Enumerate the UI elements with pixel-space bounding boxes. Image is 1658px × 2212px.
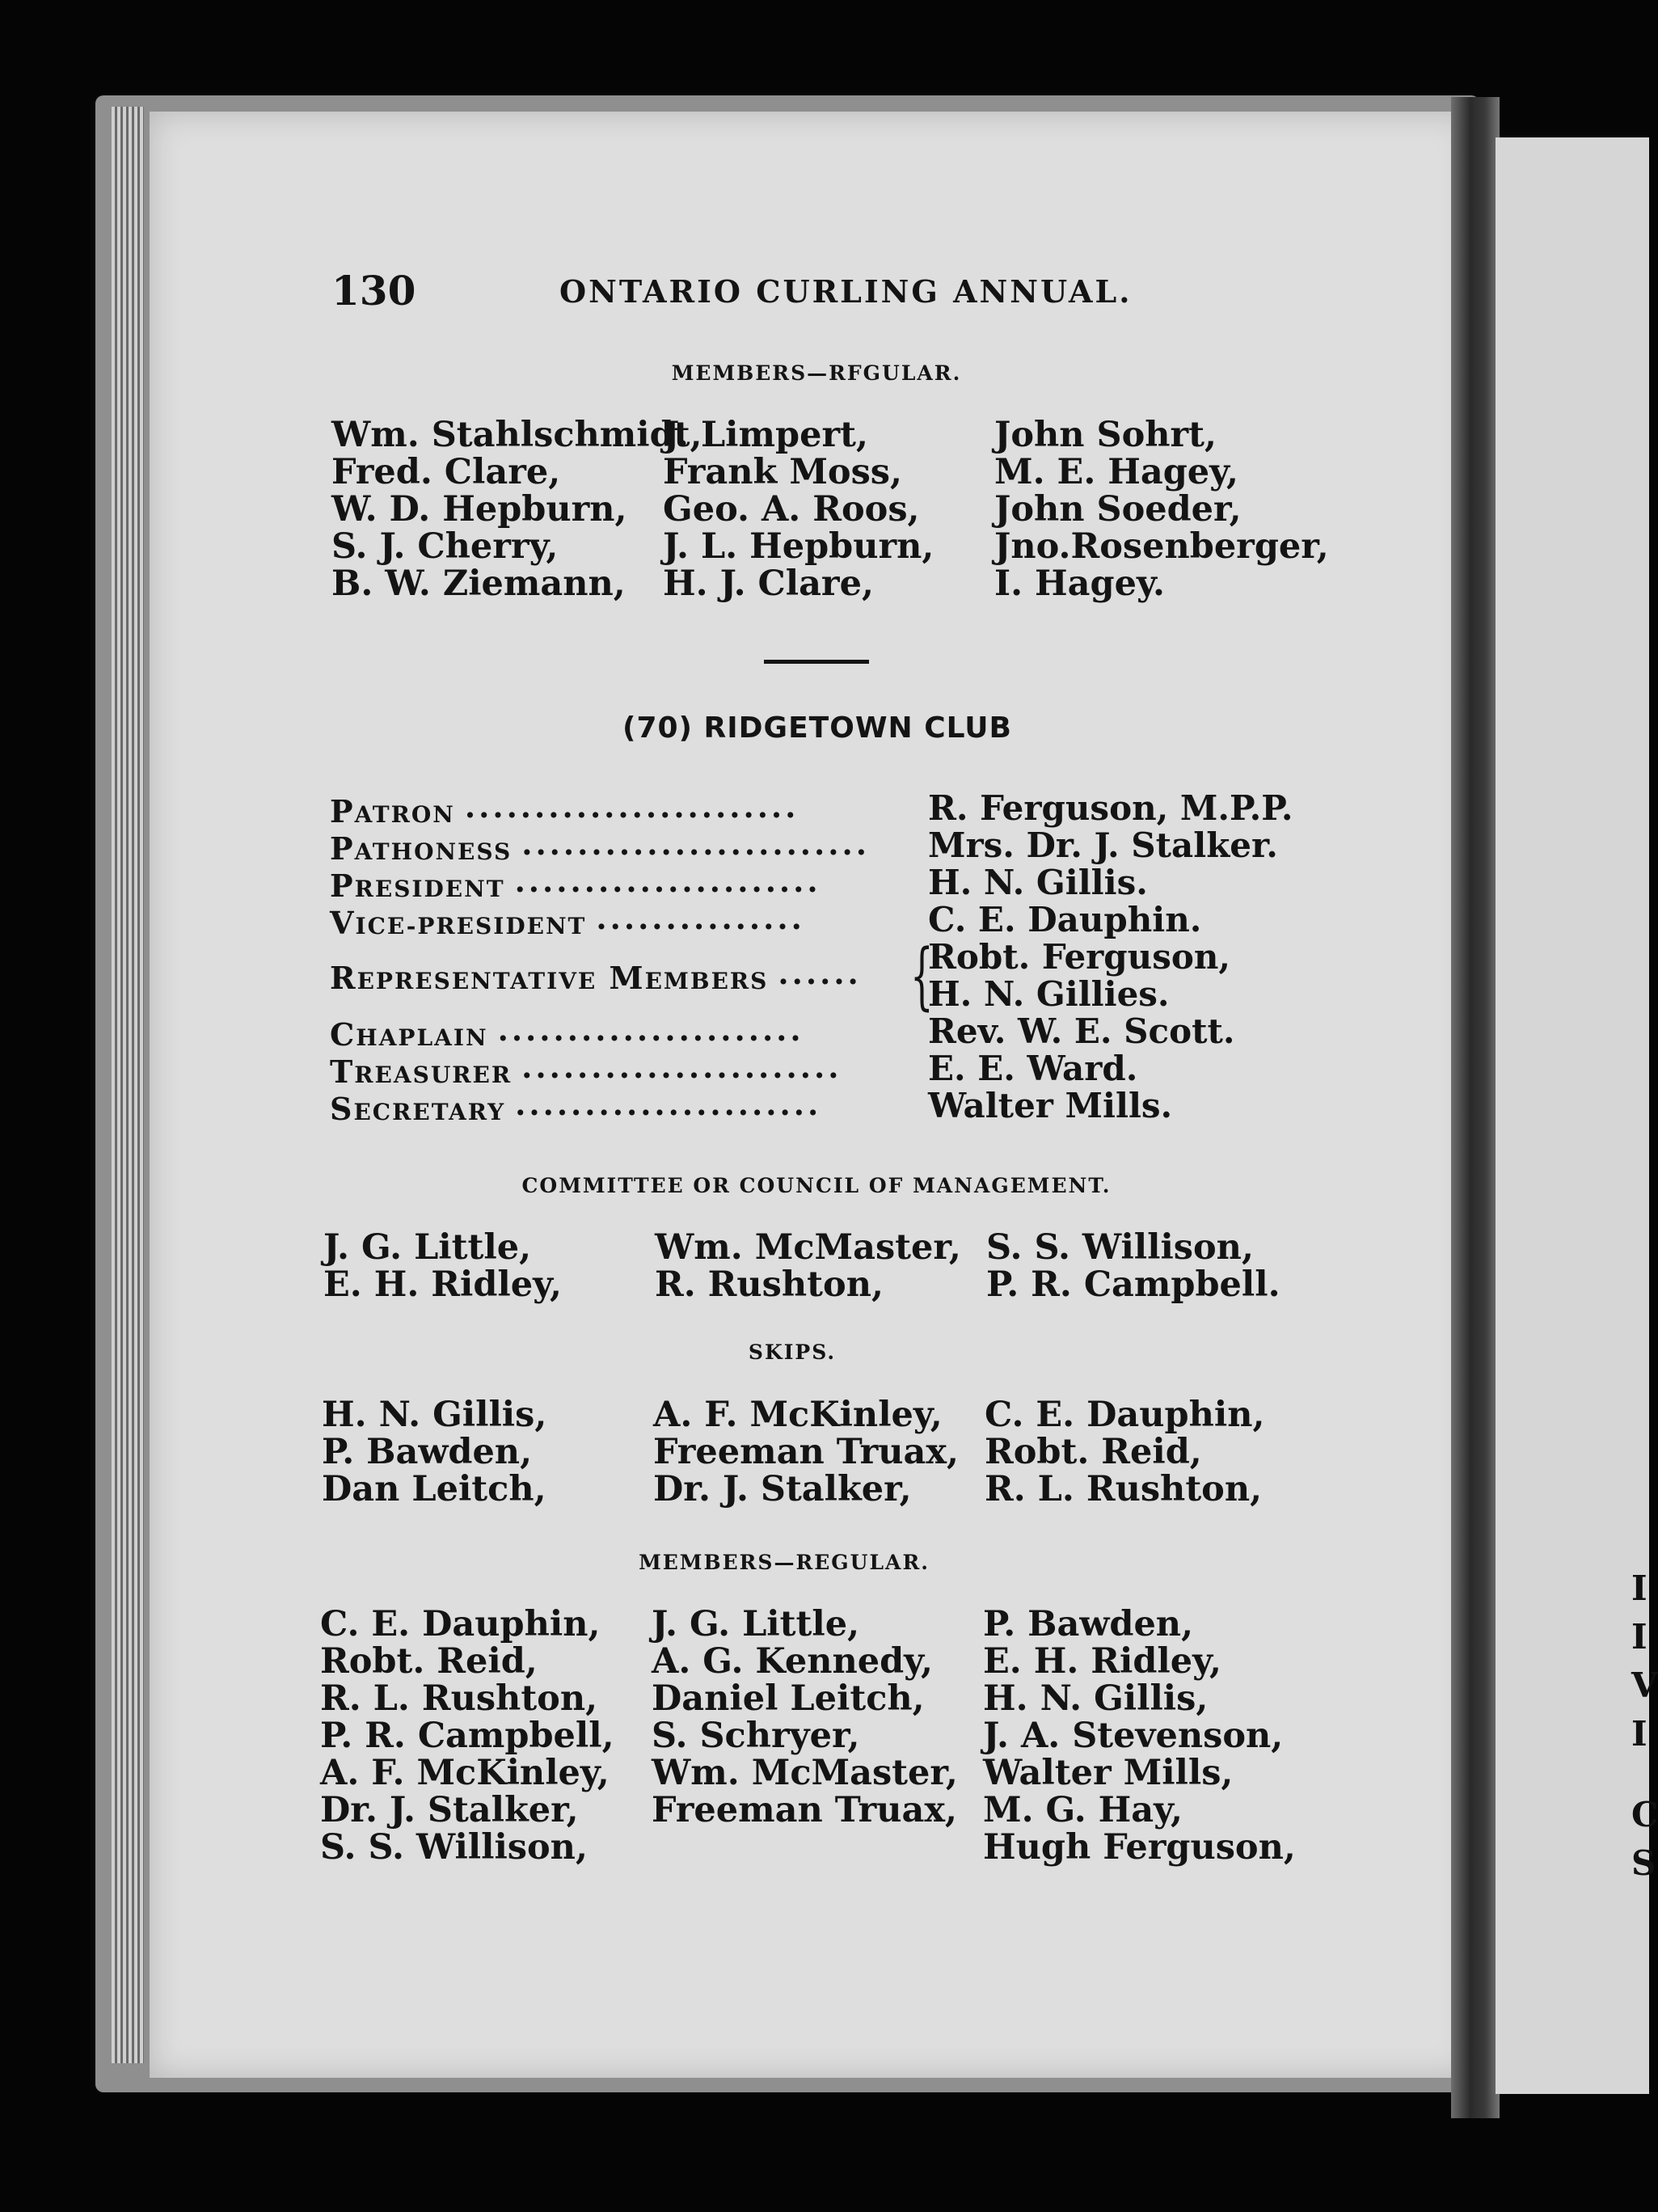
club-title: (70) RIDGETOWN CLUB <box>622 711 1012 745</box>
officer-title: PRESIDENT <box>330 867 505 904</box>
member-name: M. E. Hagey, <box>994 452 1239 492</box>
member-name: Robt. Reid, <box>320 1641 538 1682</box>
member-name: C. E. Dauphin, <box>320 1604 601 1644</box>
member-name: A. G. Kennedy, <box>652 1641 934 1682</box>
member-name: Dr. J. Stalker, <box>653 1469 912 1509</box>
name-column <box>652 1606 983 1866</box>
member-name: Frank Moss, <box>663 452 902 492</box>
member-name: P. Bawden, <box>983 1604 1194 1644</box>
member-name: Dan Leitch, <box>322 1469 546 1509</box>
member-name: P. R. Campbell. <box>986 1264 1280 1305</box>
officer-row <box>330 1049 1316 1090</box>
member-name: P. Bawden, <box>322 1432 533 1472</box>
leader-dots: ...................... <box>497 1011 804 1048</box>
officer-title: CHAPLAIN <box>330 1016 488 1053</box>
officer-row <box>330 825 1316 867</box>
leader-dots: ......................... <box>521 825 870 862</box>
members-heading-2: MEMBERS—REGULAR. <box>639 1551 930 1574</box>
member-name: Freeman Truax, <box>653 1432 959 1472</box>
officers-list <box>330 788 1316 1127</box>
leader-dots: ...................... <box>515 1086 822 1122</box>
member-name: J. L. Hepburn, <box>663 526 934 567</box>
member-name: E. H. Ridley, <box>983 1641 1221 1682</box>
member-name: P. R. Campbell, <box>320 1716 614 1756</box>
officer-name: H. N. Gillis. <box>928 863 1148 902</box>
leader-dots: ........................ <box>464 788 799 825</box>
officer-row <box>330 863 1316 904</box>
name-column <box>983 1606 1306 1866</box>
officer-name: Robt. Ferguson, <box>928 937 1231 977</box>
page-header <box>331 267 1140 315</box>
member-name: R. L. Rushton, <box>320 1678 598 1719</box>
member-name: C. E. Dauphin, <box>985 1395 1265 1435</box>
leader-dots: ....................... <box>521 1049 842 1085</box>
member-name: S. Schryer, <box>652 1716 860 1756</box>
section-divider <box>764 660 869 664</box>
member-name: S. S. Willison, <box>986 1227 1254 1268</box>
leader-dots: ............... <box>596 900 805 936</box>
officer-title: PATHONESS <box>330 830 513 867</box>
officer-title: PATRON <box>330 793 455 830</box>
leader-dots: ...... <box>778 955 862 991</box>
member-name: John Sohrt, <box>994 415 1217 455</box>
officer-row <box>330 900 1316 941</box>
brace-symbol: { <box>910 934 934 1019</box>
member-name: M. G. Hay, <box>983 1790 1183 1830</box>
officer-row <box>330 788 1316 830</box>
name-column <box>653 1396 985 1508</box>
name-column <box>320 1606 652 1866</box>
officer-title: SECRETARY <box>330 1091 506 1127</box>
member-name: H. J. Clare, <box>663 564 874 604</box>
member-name: J. G. Little, <box>323 1227 532 1268</box>
member-name: Hugh Ferguson, <box>983 1827 1296 1868</box>
committee-list <box>323 1229 1310 1303</box>
officer-name: E. E. Ward. <box>928 1049 1138 1088</box>
member-name: H. N. Gillis, <box>322 1395 547 1435</box>
member-name: Jno.Rosenberger, <box>994 526 1329 567</box>
member-name: A. F. McKinley, <box>653 1395 943 1435</box>
skips-heading: SKIPS. <box>748 1340 837 1364</box>
running-title: ONTARIO CURLING ANNUAL. <box>559 273 1133 310</box>
member-name: S. J. Cherry, <box>331 526 559 567</box>
page-number: 130 <box>331 267 416 314</box>
member-name: Daniel Leitch, <box>652 1678 925 1719</box>
facing-letter: S <box>1631 1843 1656 1883</box>
leader-dots: ...................... <box>514 863 821 899</box>
member-name: J. A. Stevenson, <box>983 1716 1284 1756</box>
member-name: Robt. Reid, <box>985 1432 1202 1472</box>
skips-list <box>322 1396 1308 1508</box>
member-name: W. D. Hepburn, <box>331 489 627 530</box>
member-name: J. Limpert, <box>663 415 868 455</box>
name-column <box>994 415 1329 604</box>
facing-letter: I <box>1631 1617 1647 1657</box>
member-name: Geo. A. Roos, <box>663 489 920 530</box>
facing-letter: C <box>1631 1795 1658 1834</box>
officer-title: VICE-PRESIDENT <box>330 905 587 941</box>
member-name: Walter Mills, <box>983 1753 1234 1793</box>
officer-name: H. N. Gillies. <box>928 974 1170 1014</box>
officer-row <box>330 1011 1316 1053</box>
name-column <box>663 416 994 602</box>
officer-row <box>330 1086 1316 1127</box>
officer-title: TREASURER <box>330 1053 513 1090</box>
officer-name: Rev. W. E. Scott. <box>928 1011 1235 1051</box>
member-name: I. Hagey. <box>994 564 1165 604</box>
officer-name: C. E. Dauphin. <box>928 900 1202 939</box>
members-list-1 <box>331 415 1329 604</box>
member-name: E. H. Ridley, <box>323 1264 562 1305</box>
name-column <box>331 415 702 604</box>
officer-name: R. Ferguson, M.P.P. <box>928 788 1293 828</box>
member-name: Wm. McMaster, <box>652 1753 958 1793</box>
name-column <box>322 1396 653 1508</box>
member-name: B. W. Ziemann, <box>331 564 626 604</box>
members-list-2 <box>320 1606 1306 1866</box>
name-column <box>986 1229 1310 1303</box>
facing-letter: I <box>1631 1714 1647 1754</box>
facing-letter: V <box>1631 1665 1658 1705</box>
name-column <box>985 1396 1308 1508</box>
member-name: R. Rushton, <box>655 1264 884 1305</box>
member-name: J. G. Little, <box>652 1604 860 1644</box>
committee-heading: COMMITTEE OR COUNCIL OF MANAGEMENT. <box>521 1174 1112 1197</box>
member-name: A. F. McKinley, <box>320 1753 610 1793</box>
member-name: John Soeder, <box>994 489 1242 530</box>
member-name: Wm. McMaster, <box>655 1227 961 1268</box>
name-column <box>655 1229 986 1303</box>
member-name: R. L. Rushton, <box>985 1469 1263 1509</box>
officer-row <box>330 934 1316 1019</box>
member-name: S. S. Willison, <box>320 1827 588 1868</box>
member-name: Fred. Clare, <box>331 452 561 492</box>
officer-name: Mrs. Dr. J. Stalker. <box>928 825 1278 865</box>
member-name: Dr. J. Stalker, <box>320 1790 579 1830</box>
officer-title: REPRESENTATIVE MEMBERS <box>330 960 769 996</box>
members-heading-1: MEMBERS—RFGULAR. <box>671 361 962 385</box>
name-column <box>323 1229 655 1303</box>
member-name: Wm. Stahlschmidt, <box>331 415 702 455</box>
member-name: H. N. Gillis, <box>983 1678 1209 1719</box>
officer-name: Walter Mills. <box>928 1086 1173 1125</box>
facing-letter: I <box>1631 1568 1647 1608</box>
member-name: Freeman Truax, <box>652 1790 957 1830</box>
